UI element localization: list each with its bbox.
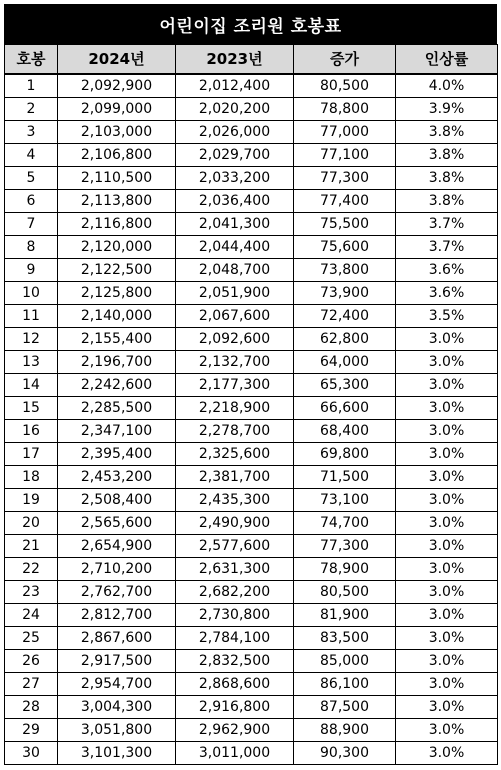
step-cell: 10 xyxy=(5,282,58,305)
table-row xyxy=(5,719,498,742)
salary-2024-cell: 2,762,700 xyxy=(58,581,176,604)
increase-cell: 77,300 xyxy=(294,167,396,190)
salary-2023-cell: 2,051,900 xyxy=(176,282,294,305)
salary-2023-cell: 2,020,200 xyxy=(176,98,294,121)
step-cell: 9 xyxy=(5,259,58,282)
raise-rate-cell: 3.0% xyxy=(396,535,498,558)
table-row xyxy=(5,98,498,121)
table-row xyxy=(5,374,498,397)
salary-2023-cell: 2,784,100 xyxy=(176,627,294,650)
increase-cell: 71,500 xyxy=(294,466,396,489)
table-row xyxy=(5,305,498,328)
step-cell: 18 xyxy=(5,466,58,489)
salary-2024-cell: 2,812,700 xyxy=(58,604,176,627)
salary-2024-cell: 2,242,600 xyxy=(58,374,176,397)
table-row xyxy=(5,282,498,305)
salary-2024-cell: 2,103,000 xyxy=(58,121,176,144)
salary-2023-cell: 2,033,200 xyxy=(176,167,294,190)
salary-2023-cell: 2,868,600 xyxy=(176,673,294,696)
table-row xyxy=(5,351,498,374)
step-cell: 26 xyxy=(5,650,58,673)
raise-rate-cell: 3.0% xyxy=(396,397,498,420)
salary-2024-cell: 2,347,100 xyxy=(58,420,176,443)
increase-cell: 88,900 xyxy=(294,719,396,742)
header-2024: 2024년 xyxy=(58,45,176,75)
increase-cell: 73,800 xyxy=(294,259,396,282)
step-cell: 5 xyxy=(5,167,58,190)
salary-2024-cell: 3,051,800 xyxy=(58,719,176,742)
step-cell: 17 xyxy=(5,443,58,466)
salary-2023-cell: 2,962,900 xyxy=(176,719,294,742)
salary-2023-cell: 2,682,200 xyxy=(176,581,294,604)
raise-rate-cell: 3.0% xyxy=(396,581,498,604)
step-cell: 30 xyxy=(5,742,58,765)
header-2023: 2023년 xyxy=(176,45,294,75)
salary-2023-cell: 2,026,000 xyxy=(176,121,294,144)
increase-cell: 86,100 xyxy=(294,673,396,696)
table-row xyxy=(5,673,498,696)
salary-2023-cell: 2,036,400 xyxy=(176,190,294,213)
salary-2023-cell: 3,011,000 xyxy=(176,742,294,765)
salary-2024-cell: 2,099,000 xyxy=(58,98,176,121)
table-row xyxy=(5,558,498,581)
step-cell: 12 xyxy=(5,328,58,351)
increase-cell: 80,500 xyxy=(294,581,396,604)
increase-cell: 77,400 xyxy=(294,190,396,213)
increase-cell: 75,600 xyxy=(294,236,396,259)
salary-2023-cell: 2,381,700 xyxy=(176,466,294,489)
table-row xyxy=(5,74,498,98)
salary-2023-cell: 2,325,600 xyxy=(176,443,294,466)
table-title: 어린이집 조리원 호봉표 xyxy=(4,4,497,44)
raise-rate-cell: 3.0% xyxy=(396,489,498,512)
salary-2023-cell: 2,435,300 xyxy=(176,489,294,512)
salary-2023-cell: 2,041,300 xyxy=(176,213,294,236)
salary-2024-cell: 2,116,800 xyxy=(58,213,176,236)
salary-2024-cell: 2,155,400 xyxy=(58,328,176,351)
increase-cell: 73,100 xyxy=(294,489,396,512)
header-row xyxy=(5,45,498,75)
step-cell: 29 xyxy=(5,719,58,742)
increase-cell: 78,900 xyxy=(294,558,396,581)
raise-rate-cell: 3.9% xyxy=(396,98,498,121)
increase-cell: 77,000 xyxy=(294,121,396,144)
increase-cell: 85,000 xyxy=(294,650,396,673)
salary-2023-cell: 2,092,600 xyxy=(176,328,294,351)
salary-2024-cell: 2,122,500 xyxy=(58,259,176,282)
increase-cell: 83,500 xyxy=(294,627,396,650)
header-raise-rate: 인상률 xyxy=(396,45,498,75)
step-cell: 13 xyxy=(5,351,58,374)
table-row xyxy=(5,742,498,765)
salary-2024-cell: 3,004,300 xyxy=(58,696,176,719)
table-row xyxy=(5,535,498,558)
increase-cell: 66,600 xyxy=(294,397,396,420)
raise-rate-cell: 3.0% xyxy=(396,719,498,742)
raise-rate-cell: 3.7% xyxy=(396,213,498,236)
step-cell: 16 xyxy=(5,420,58,443)
table-row xyxy=(5,420,498,443)
increase-cell: 72,400 xyxy=(294,305,396,328)
salary-2024-cell: 2,140,000 xyxy=(58,305,176,328)
raise-rate-cell: 3.0% xyxy=(396,466,498,489)
increase-cell: 65,300 xyxy=(294,374,396,397)
increase-cell: 78,800 xyxy=(294,98,396,121)
table-row xyxy=(5,512,498,535)
raise-rate-cell: 3.0% xyxy=(396,512,498,535)
step-cell: 14 xyxy=(5,374,58,397)
header-increase: 증가 xyxy=(294,45,396,75)
step-cell: 11 xyxy=(5,305,58,328)
salary-2024-cell: 2,110,500 xyxy=(58,167,176,190)
salary-2024-cell: 2,710,200 xyxy=(58,558,176,581)
raise-rate-cell: 3.0% xyxy=(396,604,498,627)
step-cell: 4 xyxy=(5,144,58,167)
salary-2023-cell: 2,916,800 xyxy=(176,696,294,719)
step-cell: 25 xyxy=(5,627,58,650)
raise-rate-cell: 3.0% xyxy=(396,328,498,351)
raise-rate-cell: 3.0% xyxy=(396,627,498,650)
step-cell: 28 xyxy=(5,696,58,719)
salary-2023-cell: 2,218,900 xyxy=(176,397,294,420)
step-cell: 24 xyxy=(5,604,58,627)
table-row xyxy=(5,236,498,259)
table-row xyxy=(5,604,498,627)
salary-2024-cell: 2,395,400 xyxy=(58,443,176,466)
step-cell: 15 xyxy=(5,397,58,420)
table-row xyxy=(5,489,498,512)
table-row xyxy=(5,397,498,420)
increase-cell: 74,700 xyxy=(294,512,396,535)
increase-cell: 73,900 xyxy=(294,282,396,305)
step-cell: 22 xyxy=(5,558,58,581)
raise-rate-cell: 3.0% xyxy=(396,420,498,443)
table-row xyxy=(5,328,498,351)
step-cell: 6 xyxy=(5,190,58,213)
salary-2024-cell: 2,954,700 xyxy=(58,673,176,696)
increase-cell: 87,500 xyxy=(294,696,396,719)
step-cell: 3 xyxy=(5,121,58,144)
salary-2024-cell: 2,113,800 xyxy=(58,190,176,213)
raise-rate-cell: 3.8% xyxy=(396,121,498,144)
table-row xyxy=(5,259,498,282)
table-body xyxy=(5,74,498,765)
salary-2023-cell: 2,132,700 xyxy=(176,351,294,374)
raise-rate-cell: 3.0% xyxy=(396,650,498,673)
table-row xyxy=(5,121,498,144)
increase-cell: 90,300 xyxy=(294,742,396,765)
raise-rate-cell: 3.6% xyxy=(396,259,498,282)
table-row xyxy=(5,650,498,673)
increase-cell: 69,800 xyxy=(294,443,396,466)
increase-cell: 68,400 xyxy=(294,420,396,443)
raise-rate-cell: 3.8% xyxy=(396,167,498,190)
step-cell: 8 xyxy=(5,236,58,259)
raise-rate-cell: 3.0% xyxy=(396,374,498,397)
step-cell: 23 xyxy=(5,581,58,604)
raise-rate-cell: 3.0% xyxy=(396,673,498,696)
table-row xyxy=(5,213,498,236)
salary-2024-cell: 2,917,500 xyxy=(58,650,176,673)
step-cell: 1 xyxy=(5,74,58,98)
increase-cell: 81,900 xyxy=(294,604,396,627)
salary-table-container xyxy=(4,4,497,765)
salary-2023-cell: 2,029,700 xyxy=(176,144,294,167)
table-row xyxy=(5,581,498,604)
step-cell: 27 xyxy=(5,673,58,696)
increase-cell: 77,300 xyxy=(294,535,396,558)
raise-rate-cell: 4.0% xyxy=(396,74,498,98)
raise-rate-cell: 3.0% xyxy=(396,558,498,581)
salary-2023-cell: 2,631,300 xyxy=(176,558,294,581)
salary-2023-cell: 2,278,700 xyxy=(176,420,294,443)
salary-2024-cell: 2,453,200 xyxy=(58,466,176,489)
salary-2024-cell: 2,285,500 xyxy=(58,397,176,420)
raise-rate-cell: 3.0% xyxy=(396,696,498,719)
salary-2023-cell: 2,577,600 xyxy=(176,535,294,558)
table-row xyxy=(5,167,498,190)
table-row xyxy=(5,466,498,489)
table-row xyxy=(5,696,498,719)
salary-2024-cell: 2,092,900 xyxy=(58,74,176,98)
step-cell: 2 xyxy=(5,98,58,121)
table-row xyxy=(5,190,498,213)
salary-2024-cell: 2,106,800 xyxy=(58,144,176,167)
salary-2024-cell: 2,196,700 xyxy=(58,351,176,374)
salary-2023-cell: 2,177,300 xyxy=(176,374,294,397)
raise-rate-cell: 3.0% xyxy=(396,742,498,765)
salary-2024-cell: 2,867,600 xyxy=(58,627,176,650)
salary-2024-cell: 2,120,000 xyxy=(58,236,176,259)
increase-cell: 75,500 xyxy=(294,213,396,236)
raise-rate-cell: 3.6% xyxy=(396,282,498,305)
raise-rate-cell: 3.0% xyxy=(396,351,498,374)
table-row xyxy=(5,144,498,167)
salary-2024-cell: 2,125,800 xyxy=(58,282,176,305)
salary-2024-cell: 2,508,400 xyxy=(58,489,176,512)
salary-2023-cell: 2,044,400 xyxy=(176,236,294,259)
increase-cell: 77,100 xyxy=(294,144,396,167)
raise-rate-cell: 3.8% xyxy=(396,190,498,213)
salary-2024-cell: 2,565,600 xyxy=(58,512,176,535)
step-cell: 20 xyxy=(5,512,58,535)
salary-table xyxy=(4,44,498,765)
salary-2023-cell: 2,067,600 xyxy=(176,305,294,328)
salary-2023-cell: 2,048,700 xyxy=(176,259,294,282)
step-cell: 19 xyxy=(5,489,58,512)
table-row xyxy=(5,443,498,466)
step-cell: 21 xyxy=(5,535,58,558)
salary-2024-cell: 2,654,900 xyxy=(58,535,176,558)
table-row xyxy=(5,627,498,650)
raise-rate-cell: 3.0% xyxy=(396,443,498,466)
salary-2023-cell: 2,012,400 xyxy=(176,74,294,98)
raise-rate-cell: 3.7% xyxy=(396,236,498,259)
raise-rate-cell: 3.5% xyxy=(396,305,498,328)
increase-cell: 62,800 xyxy=(294,328,396,351)
salary-2024-cell: 3,101,300 xyxy=(58,742,176,765)
header-step: 호봉 xyxy=(5,45,58,75)
increase-cell: 80,500 xyxy=(294,74,396,98)
salary-2023-cell: 2,730,800 xyxy=(176,604,294,627)
salary-2023-cell: 2,490,900 xyxy=(176,512,294,535)
raise-rate-cell: 3.8% xyxy=(396,144,498,167)
salary-2023-cell: 2,832,500 xyxy=(176,650,294,673)
step-cell: 7 xyxy=(5,213,58,236)
increase-cell: 64,000 xyxy=(294,351,396,374)
